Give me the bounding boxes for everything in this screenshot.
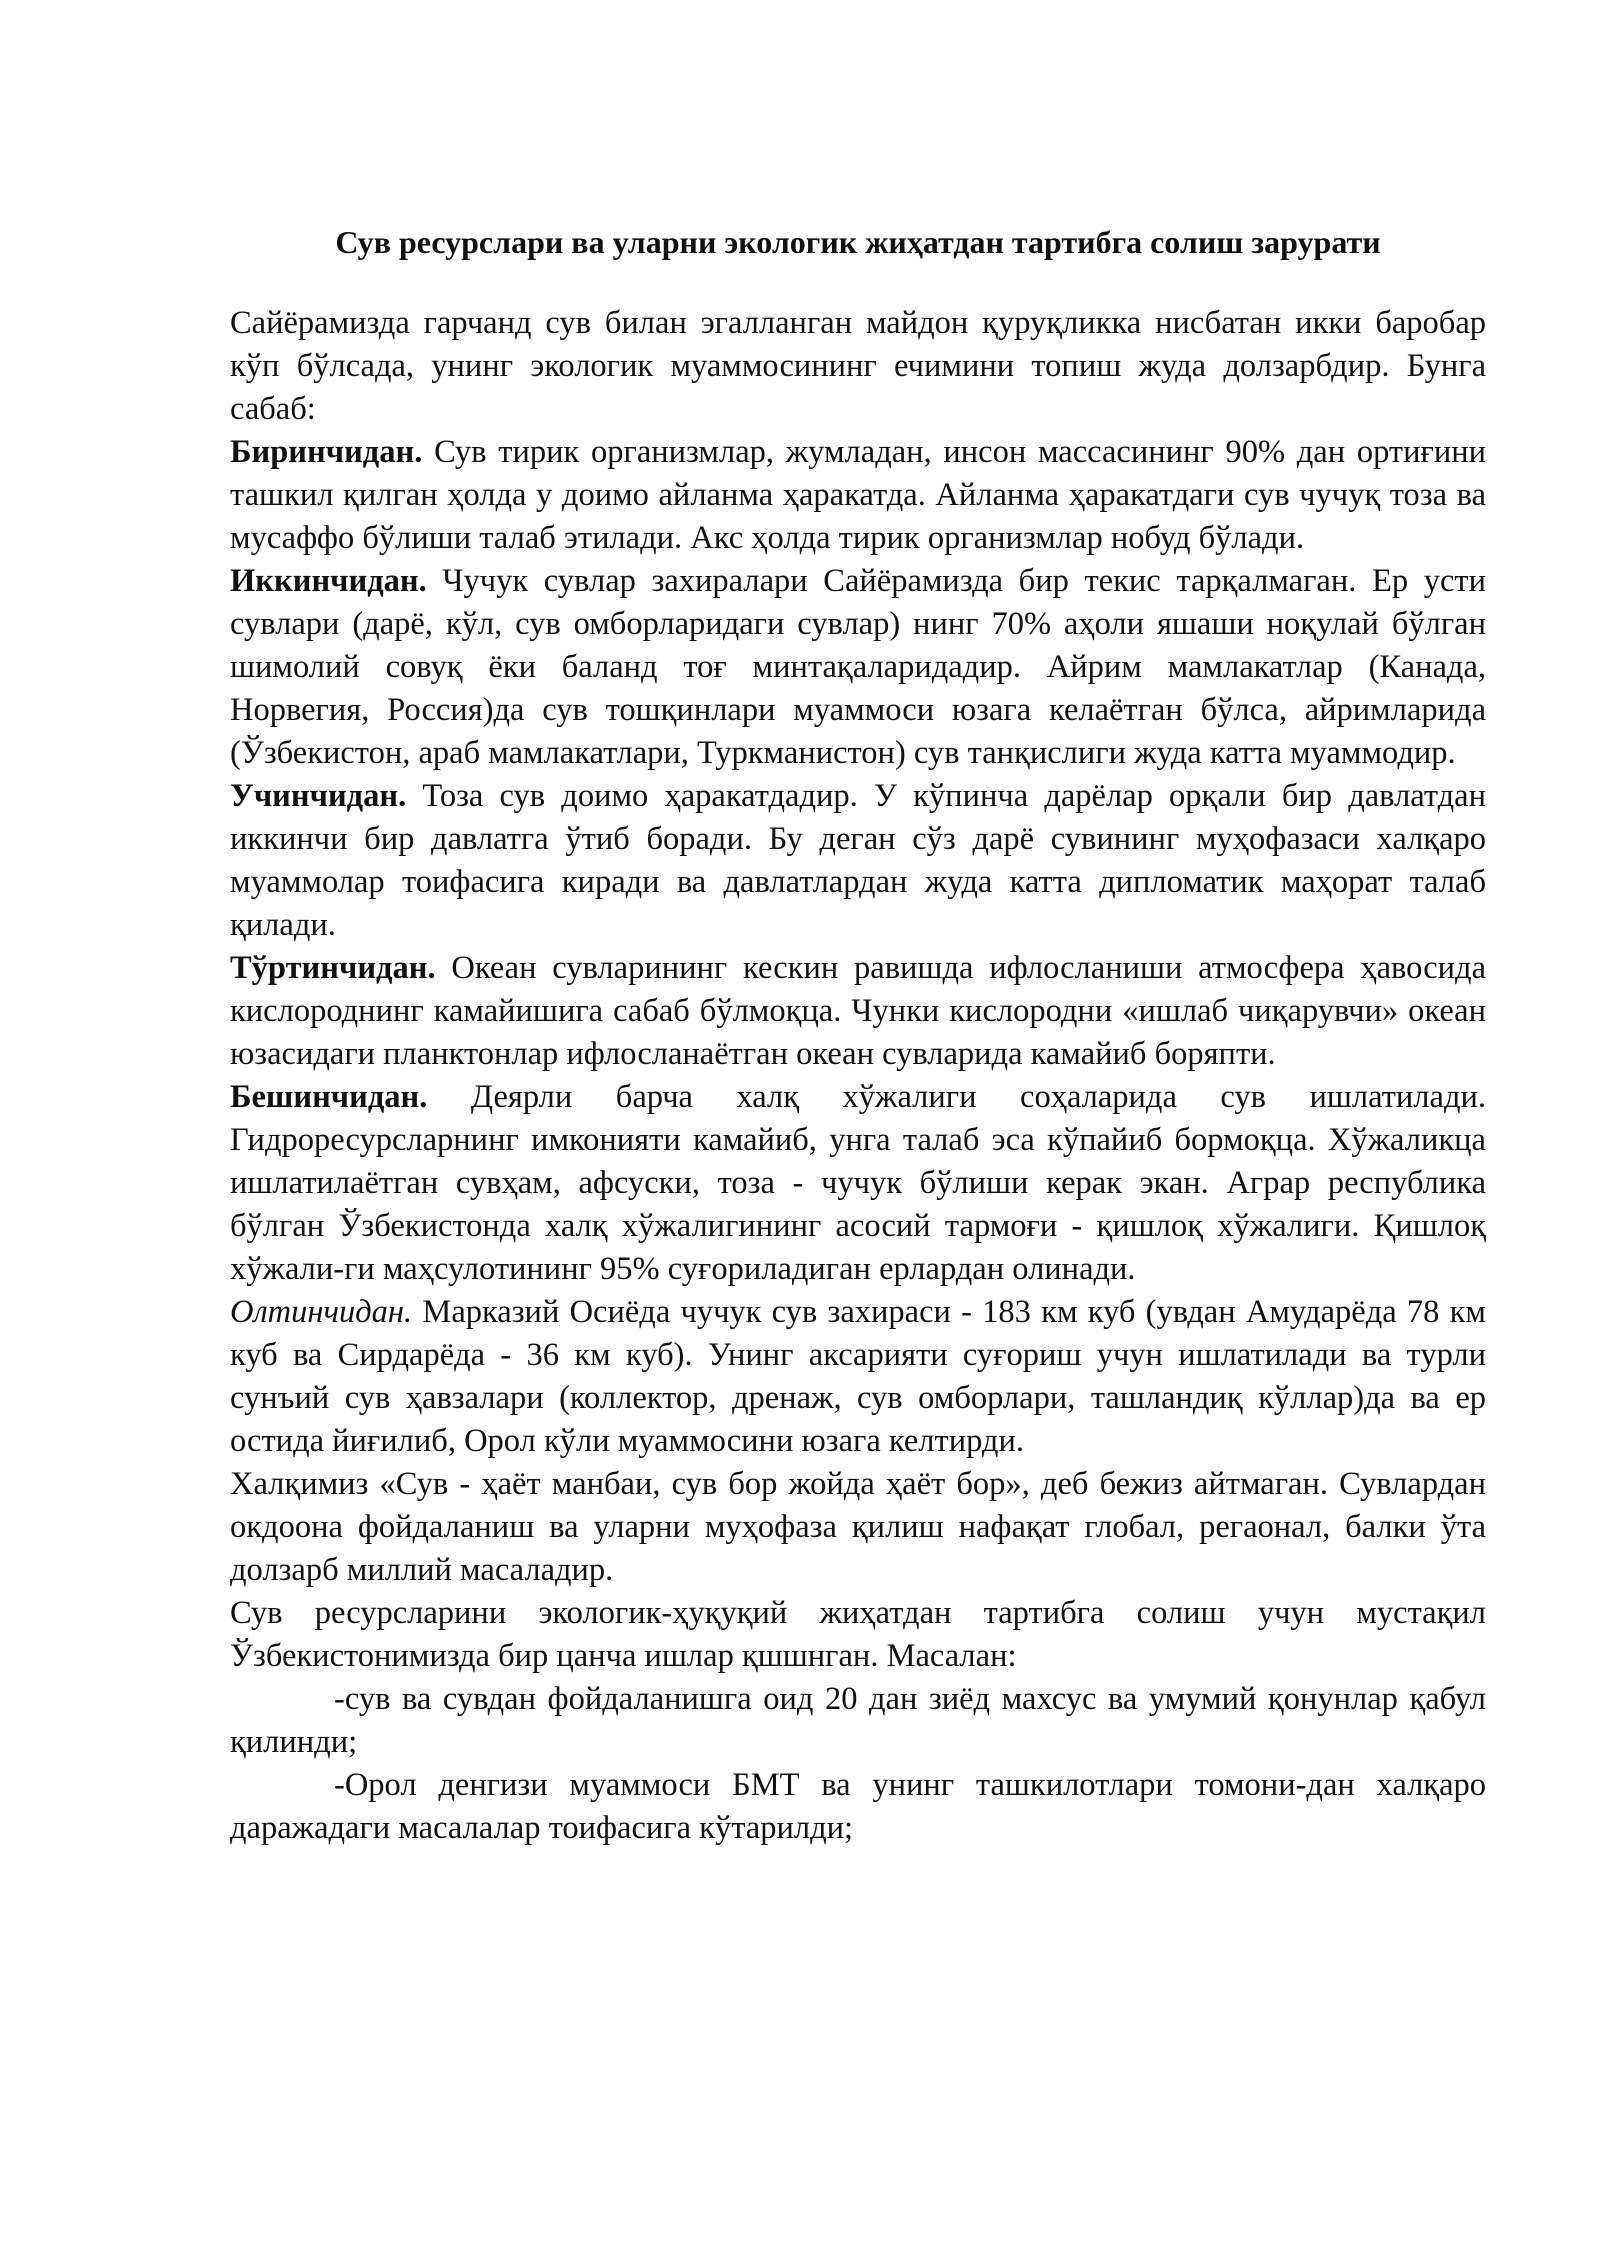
- point-text: Деярли барча халқ хўжалиги соҳаларида сув ишлатилади. Гидроресурсларнинг имконияти камайиб, унга талаб эса кўпайиб бормоқца. Хўжаликца ишлатилаётган сувҳам, афсуски, тоза - чучук бўлиши керак экан. Аграр республика бўлган Ўзбекистонда халқ хўжалигининг асосий тармоғи - қишлоқ хўжалиги. Қишлоқ хўжали-ги маҳсулотининг 95% суғориладиган ерлардан олинади.: [230, 1079, 1487, 1287]
- point-lead: Учинчидан.: [230, 778, 407, 814]
- point-lead: Биринчидан.: [230, 434, 423, 470]
- measure-item: -сув ва сувдан фойдаланишга оид 20 дан зиёд махсус ва умумий қонунлар қабул қилинди;: [230, 1681, 1486, 1760]
- closing-paragraph: Халқимиз «Сув - ҳаёт манбаи, сув бор жойда ҳаёт бор», деб бежиз айтмаган. Сувлардан окдоона фойдаланиш ва уларни муҳофаза қилиш нафақат глобал, регаонал, балки ўта долзарб миллий масаладир.: [230, 1466, 1486, 1588]
- point-text: Сув тирик организмлар, жумладан, инсон массасининг 90% дан ортиғини ташкил қилган ҳолда у доимо айланма ҳаракатда. Айланма ҳаракатдаги сув чучуқ тоза ва мусаффо бўлиши талаб этилади. Акс ҳолда тирик организмлар нобуд бўлади.: [230, 434, 1486, 556]
- point-text: Тоза сув доимо ҳаракатдадир. У кўпинча дарёлар орқали бир давлатдан иккинчи бир давлатга ўтиб боради. Бу деган сўз дарё сувининг муҳофазаси халқаро муаммолар тоифасига киради ва давлатлардан жуда катта дипломатик маҳорат талаб қилади.: [230, 778, 1486, 943]
- intro-paragraph: Сайёрамизда гарчанд сув билан эгалланган майдон қуруқликка нисбатан икки баробар кўп бўлсада, унинг экологик муаммосининг ечимини топиш жуда долзарбдир. Бунга сабаб:: [230, 305, 1486, 427]
- point-text: Океан сувларининг кескин равишда ифлосланиши атмосфера ҳавосида кислороднинг камайишига сабаб бўлмоқца. Чунки кислородни «ишлаб чиқарувчи» океан юзасидаги планктонлар ифлосланаётган океан сувларида камайиб боряпти.: [230, 950, 1486, 1072]
- point-third: [230, 775, 1486, 947]
- point-lead: Олтинчидан.: [230, 1294, 413, 1330]
- point-first: [230, 431, 1486, 560]
- point-text: Марказий Осиёда чучук сув захираси - 183 км куб (увдан Амударёда 78 км куб ва Сирдарёда - 36 км куб). Унинг аксарияти суғориш учун ишлатилади ва турли сунъий сув ҳавзалари (коллектор, дренаж, сув омборлари, ташландиқ кўллар)да ва ер остида йиғилиб, Орол кўли муаммосини юзага келтирди.: [230, 1294, 1486, 1459]
- point-fourth: [230, 947, 1486, 1076]
- point-second: [230, 560, 1486, 775]
- point-lead: Иккинчидан.: [230, 563, 427, 599]
- point-sixth: [230, 1291, 1486, 1463]
- point-lead: Тўртинчидан.: [230, 950, 436, 986]
- measure-item: -Орол денгизи муаммоси БМТ ва унинг ташкилотлари томони-дан халқаро даражадаги масалалар тоифасига кўтарилди;: [230, 1767, 1486, 1846]
- point-lead: Бешинчидан.: [230, 1079, 428, 1115]
- document-body: [230, 220, 1486, 1850]
- point-text: Чучук сувлар захиралари Сайёрамизда бир текис тарқалмаган. Ер усти сувлари (дарё, кўл, сув омборларидаги сувлар) нинг 70% аҳоли яшаши ноқулай бўлган шимолий совуқ ёки баланд тоғ минтақаларидадир. Айрим мамлакатлар (Канада, Норвегия, Россия)да сув тошқинлари муаммоси юзага келаётган бўлса, айримларида (Ўзбекистон, араб мамлакатлари, Туркманистон) сув танқислиги жуда катта муаммодир.: [230, 563, 1487, 771]
- point-fifth: [230, 1076, 1486, 1291]
- measures-intro-paragraph: Сув ресурсларини экологик-ҳуқуқий жиҳатдан тартибга солиш учун мустақил Ўзбекистонимизда бир цанча ишлар қшшнган. Масалан:: [230, 1595, 1486, 1674]
- page-title: Сув ресурслари ва уларни экологик жиҳатдан тартибга солиш зарурати: [335, 224, 1381, 260]
